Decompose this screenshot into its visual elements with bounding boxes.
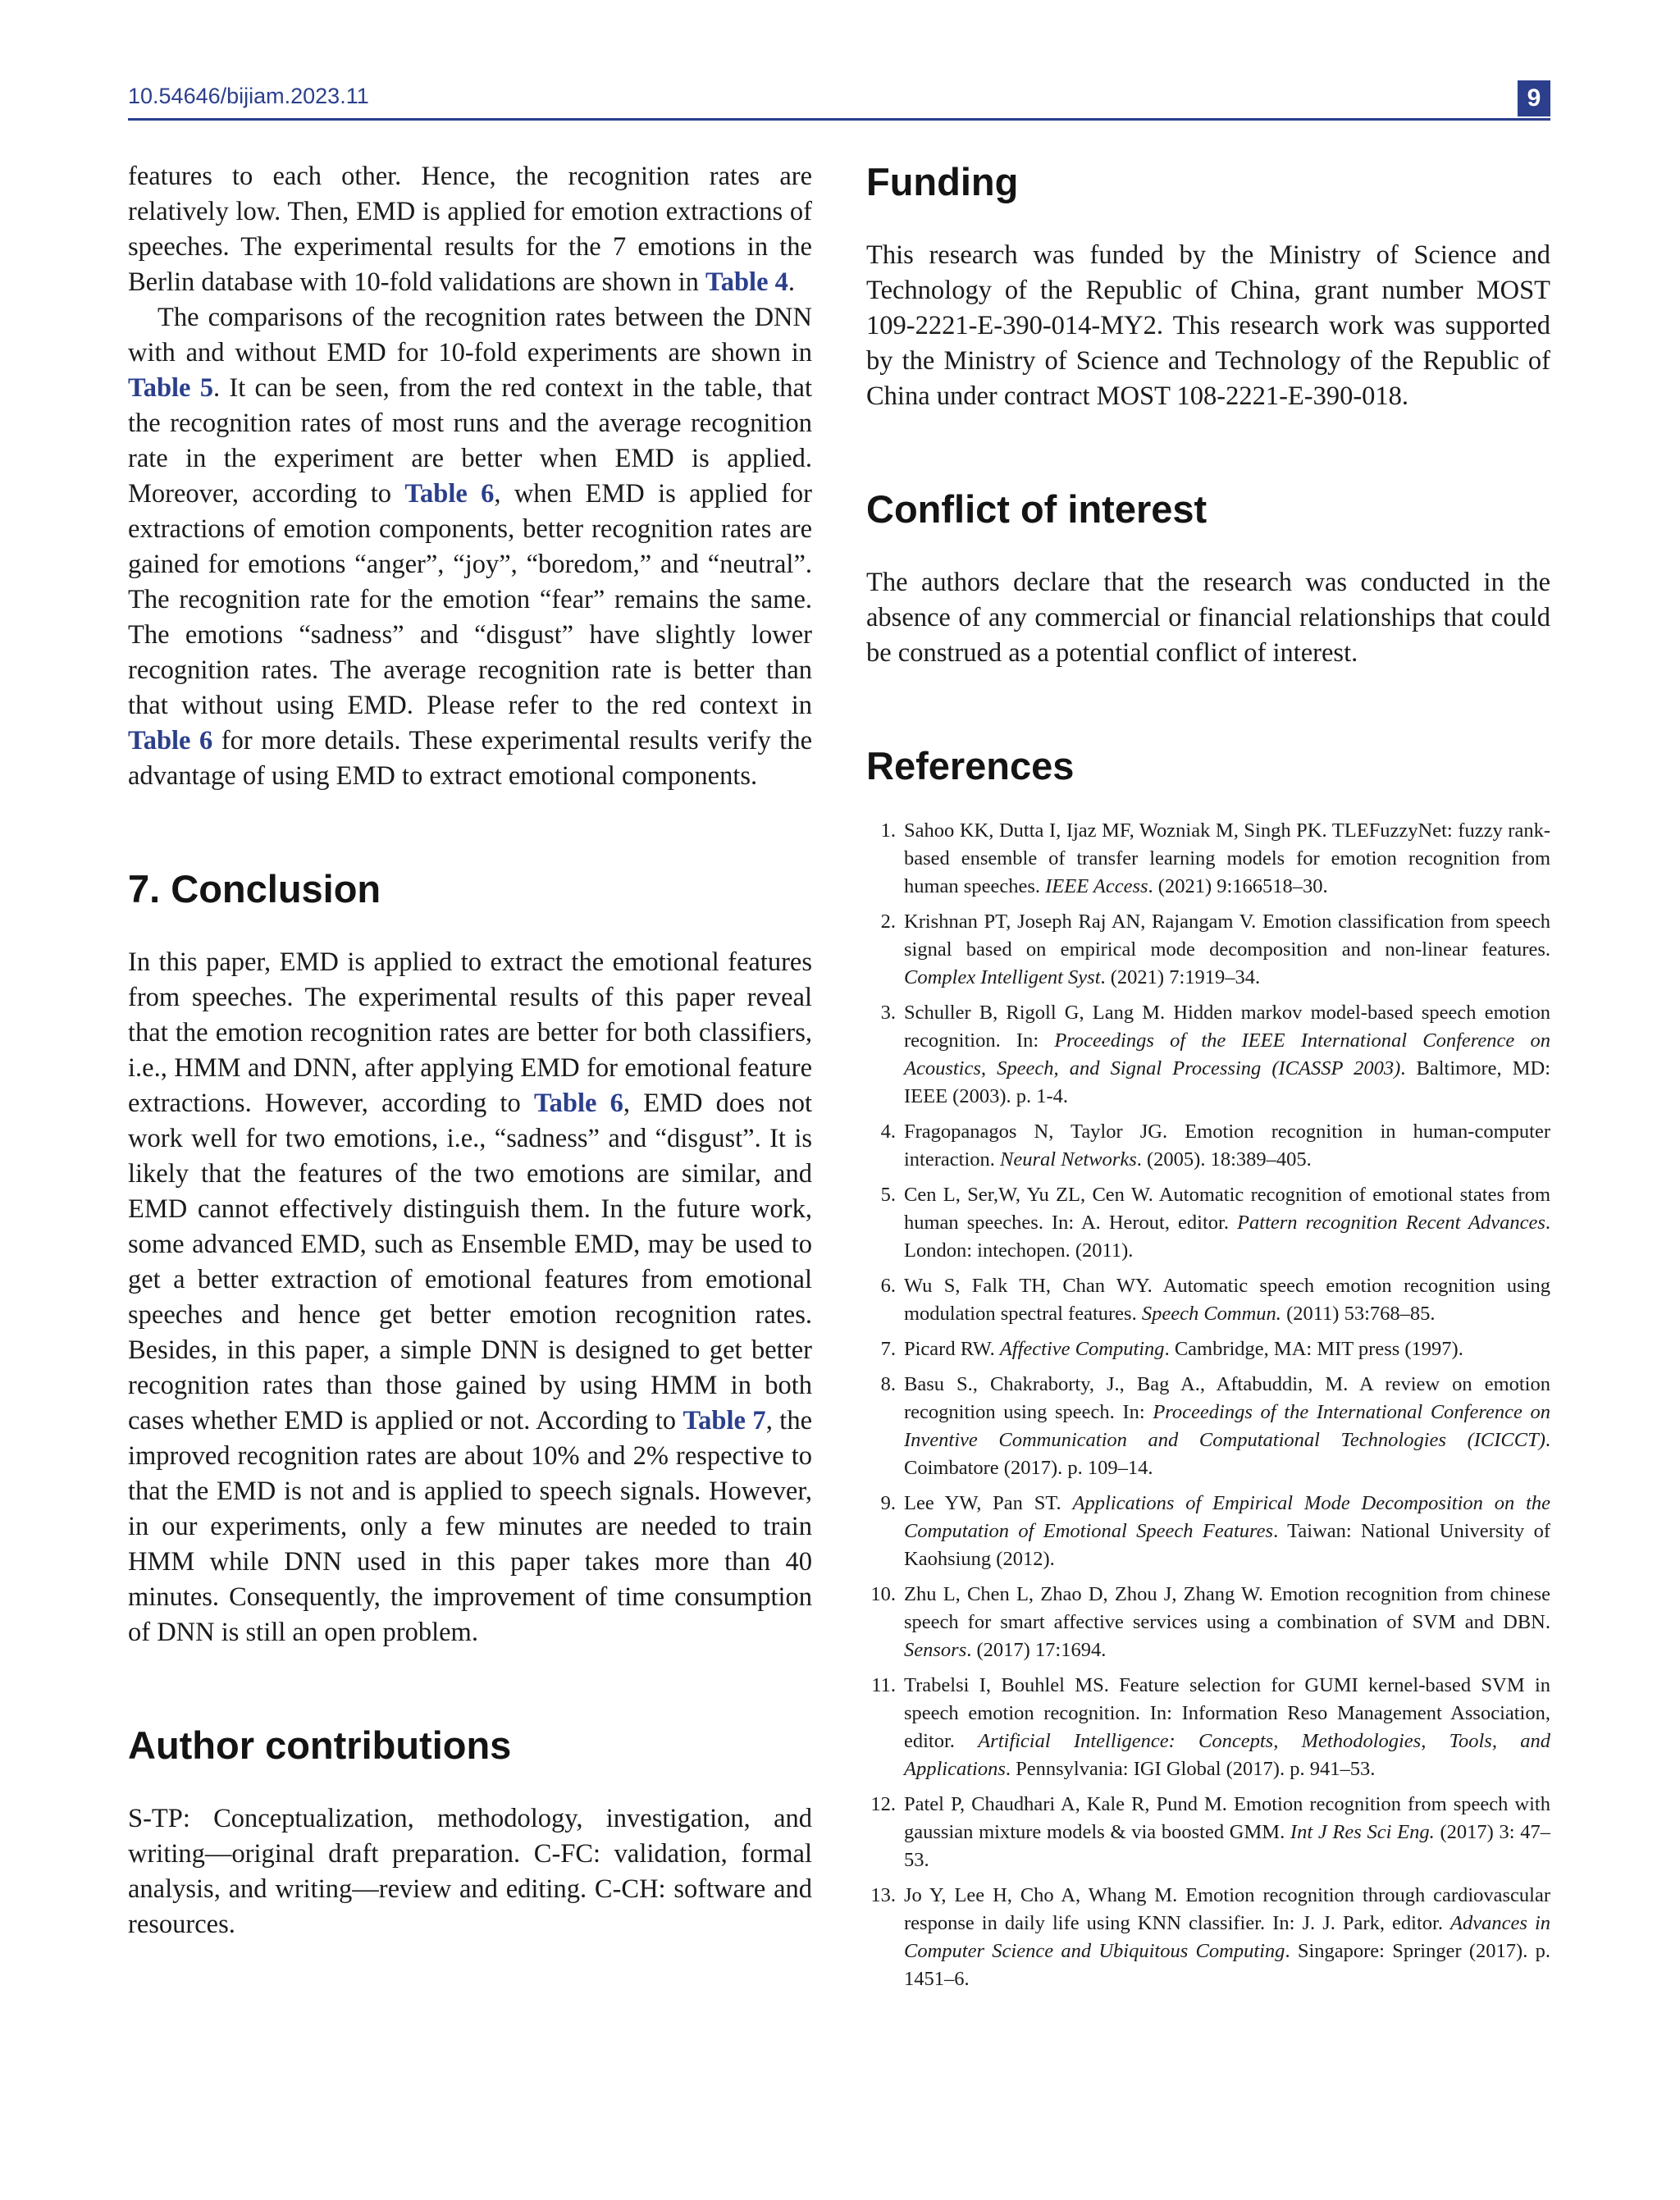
table-6-link[interactable]: Table 6 xyxy=(404,479,495,509)
reference-item: 13. Jo Y, Lee H, Cho A, Whang M. Emotion recognition through cardiovascular response in daily life using KNN classifier. In: J. J. Park, editor. Advances in Computer Science and Ubiquitous Computing. Singapore: Springer (2017). p. 1451–6. xyxy=(870,1884,1551,1990)
paragraph-comparison: The comparisons of the recognition rates between the DNN with and without EMD for 10-fold experiments are shown in Table 5. It can be seen, from the red context in the table, that the recognition rates of most runs and the average recognition rate in the experiment are better when EMD is applied. Moreover, according to Table 6, when EMD is applied for extractions of emotion components, better recognition rates are gained for emotions “anger”, “joy”, “boredom,” and “neutral”. The recognition rate for the emotion “fear” remains the same. The emotions “sadness” and “disgust” have slightly lower recognition rates. The average recognition rate is better than that without using EMD. Please refer to the red context in Table 6 for more details. These experimental results verify the advantage of using EMD to extract emotional components. xyxy=(128,303,812,791)
conflict-of-interest-heading: Conflict of interest xyxy=(866,487,1208,531)
funding-heading: Funding xyxy=(866,160,1019,203)
author-contributions-heading: Author contributions xyxy=(128,1723,512,1767)
reference-item: 2. Krishnan PT, Joseph Raj AN, Rajangam V. Emotion classification from speech signal based on empirical mode decomposition and non-linear features. Complex Intelligent Syst. (2021) 7:1919–34. xyxy=(880,911,1550,988)
reference-item: 6. Wu S, Falk TH, Chan WY. Automatic speech emotion recognition using modulation spectral features. Speech Commun. (2011) 53:768–85. xyxy=(880,1275,1550,1325)
paragraph-funding: This research was funded by the Ministry of Science and Technology of the Republic of China, grant number MOST 109-2221-E-390-014-MY2. This research work was supported by the Ministry of Science and Technology of the Republic of China under contract MOST 108-2221-E-390-018. xyxy=(866,240,1550,411)
left-column xyxy=(128,159,812,1942)
right-column xyxy=(866,159,1550,2001)
paragraph-conclusion: In this paper, EMD is applied to extract the emotional features from speeches. The experimental results of this paper reveal that the emotion recognition rates are better for both classifiers, i.e., HMM and DNN, after applying EMD for emotional feature extractions. However, according to Table 6, EMD does not work well for two emotions, i.e., “sadness” and “disgust”. It is likely that the features of the two emotions are similar, and EMD cannot effectively distinguish them. In the future work, some advanced EMD, such as Ensemble EMD, may be used to get a better extraction of emotional features from emotional speeches and hence get better emotion recognition rates. Besides, in this paper, a simple DNN is designed to get better recognition rates than those gained by using HMM in both cases whether EMD is applied or not. According to Table 7, the improved recognition rates are about 10% and 2% respective to that the EMD is not and is applied to speech signals. However, in our experiments, only a few minutes are needed to train HMM while DNN used in this paper takes more than 40 minutes. Consequently, the improvement of time consumption of DNN is still an open problem. xyxy=(128,947,812,1647)
table-4-link[interactable]: Table 4 xyxy=(705,267,788,297)
reference-item: 5. Cen L, Ser,W, Yu ZL, Cen W. Automatic recognition of emotional states from human speeches. In: A. Herout, editor. Pattern recognition Recent Advances. London: intechopen. (2011). xyxy=(880,1184,1551,1262)
reference-item: 12. Patel P, Chaudhari A, Kale R, Pund M. Emotion recognition from speech with gaussian mixture models & via boosted GMM. Int J Res Sci Eng. (2017) 3: 47–53. xyxy=(870,1793,1550,1871)
table-6-link[interactable]: Table 6 xyxy=(533,1089,623,1118)
references-heading: References xyxy=(866,744,1075,787)
page-number: 9 xyxy=(1518,80,1550,116)
reference-item: 10. Zhu L, Chen L, Zhao D, Zhou J, Zhang W. Emotion recognition from chinese speech for smart affective services using a combination of SVM and DBN. Sensors. (2017) 17:1694. xyxy=(870,1583,1550,1661)
paragraph-conflict-of-interest: The authors declare that the research was conducted in the absence of any commercial or financial relationships that could be construed as a potential conflict of interest. xyxy=(866,568,1550,668)
reference-item: 11. Trabelsi I, Bouhlel MS. Feature selection for GUMI kernel-based SVM in speech emotion recognition. In: Information Reso Management Association, editor. Artificial Intelligence: Concepts, Methodologies, Tools, and Applications. Pennsylvania: IGI Global (2017). p. 941–53. xyxy=(871,1674,1550,1780)
table-5-link[interactable]: Table 5 xyxy=(128,373,213,403)
reference-item: 8. Basu S., Chakraborty, J., Bag A., Aftabuddin, M. A review on emotion recognition using speech. In: Proceedings of the International Conference on Inventive Communication and Computational Technologies (ICICCT). Coimbatore (2017). p. 109–14. xyxy=(880,1373,1551,1479)
paragraph-results-continued: features to each other. Hence, the recognition rates are relatively low. Then, EMD is applied for emotion extractions of speeches. The experimental results for the 7 emotions in the Berlin database with 10-fold validations are shown in Table 4. xyxy=(128,162,812,297)
page-header xyxy=(128,80,1550,121)
doi-link[interactable]: 10.54646/bijiam.2023.11 xyxy=(128,84,369,108)
reference-item: 3. Schuller B, Rigoll G, Lang M. Hidden markov model-based speech emotion recognition. In: Proceedings of the IEEE International Conference on Acoustics, Speech, and Signal Processing (ICASSP 2003). Baltimore, MD: IEEE (2003). p. 1-4. xyxy=(880,1002,1550,1107)
conclusion-heading: 7. Conclusion xyxy=(128,867,381,911)
reference-item: 4. Fragopanagos N, Taylor JG. Emotion recognition in human-computer interaction. Neural Networks. (2005). 18:389–405. xyxy=(880,1121,1550,1171)
paragraph-author-contributions: S-TP: Conceptualization, methodology, investigation, and writing—original draft preparation. C-FC: validation, formal analysis, and writing—review and editing. C-CH: software and resources. xyxy=(128,1804,812,1939)
reference-item: 7. Picard RW. Affective Computing. Cambridge, MA: MIT press (1997). xyxy=(880,1338,1463,1360)
reference-item: 1. Sahoo KK, Dutta I, Ijaz MF, Wozniak M, Singh PK. TLEFuzzyNet: fuzzy rank-based ensemble of transfer learning models for emotion recognition from human speeches. IEEE Access. (2021) 9:166518–30. xyxy=(880,819,1550,897)
table-7-link[interactable]: Table 7 xyxy=(682,1406,766,1435)
reference-list xyxy=(866,817,1550,1993)
reference-item: 9. Lee YW, Pan ST. Applications of Empirical Mode Decomposition on the Computation of Emotional Speech Features. Taiwan: National University of Kaohsiung (2012). xyxy=(880,1492,1551,1570)
table-6-link[interactable]: Table 6 xyxy=(128,726,213,755)
